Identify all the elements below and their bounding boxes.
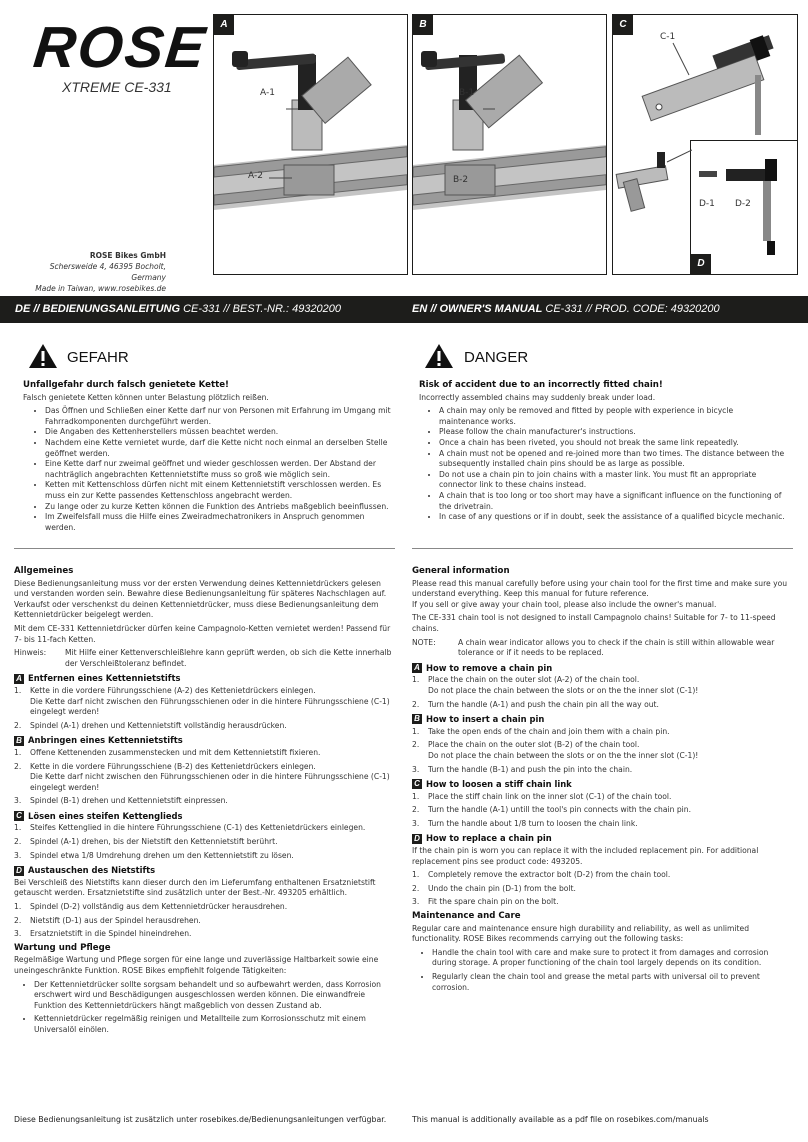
section-a-steps-de <box>14 686 394 731</box>
body-en <box>412 566 792 996</box>
callout-a2: A-2 <box>248 171 263 181</box>
tool-thumbnail <box>612 140 692 220</box>
section-c-heading: Lösen eines steifen Kettenglieds <box>28 810 183 821</box>
list-item: • Nachdem eine Kette vernietet wurde, darf die Kette nicht noch einmal an derselben Stelle geöffnet werden. <box>45 438 395 459</box>
section-b-tag: B <box>412 714 422 724</box>
list-item: • Zu lange oder zu kurze Ketten können die Funktion des Antriebs maßgeblich beeinflussen. <box>45 502 395 513</box>
step-number: 1. <box>14 685 22 695</box>
section-c-title-de <box>14 811 394 822</box>
list-item <box>14 902 394 913</box>
illustration-panel-b <box>412 14 607 275</box>
company-street: Schersweide 4, 46395 Bocholt, Germany <box>49 262 166 282</box>
step-number: 3. <box>412 897 420 907</box>
list-item: • Please follow the chain manufacturer's instructions. <box>439 427 785 438</box>
step-text: Place the chain on the outer slot (B-2) of the chain tool. <box>428 740 640 750</box>
list-item <box>412 765 792 776</box>
callout-b2: B-2 <box>453 175 469 185</box>
header-de-code: CE-331 // BEST.-NR.: 49320200 <box>180 303 342 315</box>
section-b-title-de <box>14 735 394 746</box>
section-a-tag: A <box>412 663 422 673</box>
list-item <box>412 884 792 895</box>
care-title-en: Maintenance and Care <box>412 911 521 922</box>
warning-block-de <box>23 380 395 536</box>
list-item: • Regularly clean the chain tool and grease the metal parts with universal oil to prevent corrosion. <box>432 972 792 993</box>
section-d-steps-en <box>412 870 792 908</box>
warning-heading-en: Risk of accident due to an incorrectly fitted chain! <box>419 380 663 390</box>
list-item <box>412 740 792 761</box>
step-number: 2. <box>412 883 420 893</box>
section-c-tag: C <box>14 811 24 821</box>
step-text-note: Die Kette darf nicht zwischen den Führungsschienen oder in die hintere Führungsschiene (C-1) eingelegt werden! <box>30 696 390 717</box>
section-a-heading: Entfernen eines Kettennietstifts <box>28 673 181 684</box>
step-number: 3. <box>412 818 420 828</box>
list-item <box>14 762 394 794</box>
step-number: 2. <box>412 740 420 750</box>
model-name: XTREME CE-331 <box>62 79 172 95</box>
divider <box>412 548 793 549</box>
step-number: 1. <box>412 675 420 685</box>
step-text: Take the open ends of the chain and join them with a chain pin. <box>428 726 670 736</box>
list-item <box>14 837 394 848</box>
general-title-en: General information <box>412 566 510 576</box>
hint-text-en: A chain wear indicator allows you to check if the chain is still within allowable wear tolerance or if it needs to be replaced. <box>458 637 775 658</box>
list-item: • Kettennietdrücker regelmäßig reinigen und Metallteile zum Korrosionsschutz mit einem Universalöl einölen. <box>34 1014 394 1035</box>
step-text: Kette in die vordere Führungsschiene (B-2) des Kettenietdrückers einlegen. <box>30 761 316 771</box>
callout-a1: A-1 <box>260 88 275 98</box>
section-a-heading: How to remove a chain pin <box>426 662 553 673</box>
section-d-heading: Austauschen des Nietstifts <box>28 865 156 876</box>
section-b-steps-de <box>14 748 394 807</box>
warning-list-en <box>419 406 785 523</box>
section-d-tag: D <box>14 866 24 876</box>
section-b-heading: How to insert a chain pin <box>426 714 545 725</box>
warning-label-en: DANGER <box>464 349 529 366</box>
list-item: • In case of any questions or if in doubt, seek the assistance of a qualified bicycle mechanic. <box>439 512 785 523</box>
section-c-tag: C <box>412 779 422 789</box>
step-number: 1. <box>14 747 22 757</box>
step-text: Turn the handle (A-1) untill the tool's pin connects with the chain pin. <box>428 805 692 815</box>
warning-block-en <box>419 380 785 526</box>
hint-de <box>14 648 394 669</box>
step-text: Fit the spare chain pin on the bolt. <box>428 897 559 907</box>
general-p1b-en: If you sell or give away your chain tool, please also include the owner's manual. <box>412 599 717 609</box>
list-item: • Ketten mit Kettenschloss dürfen nicht mit einem Kettennietstift verschlossen werden. Es muss ein zur Kette passendes Kettenschloss angebracht werden. <box>45 480 395 501</box>
header-en-code: CE-331 // PROD. CODE: 49320200 <box>542 303 720 315</box>
step-number: 1. <box>412 870 420 880</box>
list-item <box>412 805 792 816</box>
section-c-title-en <box>412 779 792 790</box>
step-number: 1. <box>14 902 22 912</box>
step-text: Turn the handle about 1/8 turn to loosen the chain link. <box>428 818 638 828</box>
panel-d-tag: D <box>691 254 711 274</box>
step-number: 2. <box>14 720 22 730</box>
callout-b1: B-1 <box>459 88 475 98</box>
hint-en <box>412 638 792 659</box>
header-de <box>15 303 341 315</box>
section-d-heading: How to replace a chain pin <box>426 833 552 844</box>
step-number: 2. <box>412 699 420 709</box>
list-item <box>14 823 394 834</box>
chain-tool-illustration-b <box>413 15 606 274</box>
chain-tool-illustration-a <box>214 15 407 274</box>
list-item <box>412 700 792 711</box>
list-item: • Die Angaben des Kettenherstellers müssen beachtet werden. <box>45 427 395 438</box>
step-text: Ersatznietstift in die Spindel hineindrehen. <box>30 929 192 939</box>
hint-text-de: Mit Hilfe einer Kettenverschleißlehre kann geprüft werden, ob sich die Kette innerhalb der Verschleißtoleranz befindet. <box>65 648 392 668</box>
list-item: • Das Öffnen und Schließen einer Kette darf nur von Personen mit Erfahrung im Umgang mit Fahrradkomponenten durchgeführt werden. <box>45 406 395 427</box>
footer-de: Diese Bedienungsanleitung ist zusätzlich unter rosebikes.de/Bedienungsanleitungen verfügbar. <box>14 1115 387 1124</box>
section-c-steps-de <box>14 823 394 861</box>
list-item <box>14 796 394 807</box>
callout-c1: C-1 <box>660 32 676 42</box>
warning-triangle-icon <box>424 343 454 369</box>
header-en-lang: EN // OWNER'S MANUAL <box>412 303 543 315</box>
list-item: • A chain may only be removed and fitted by people with experience in bicycle maintenance works. <box>439 406 785 427</box>
general-p1-en: Please read this manual carefully before using your chain tool for the first time and make sure you understand everything. Keep this manual for future reference. <box>412 578 788 599</box>
list-item: • Do not use a chain pin to join chains with a master link. You must fit an appropriate connector link to these chains instead. <box>439 470 785 491</box>
step-number: 3. <box>14 850 22 860</box>
step-text: Spindel (A-1) drehen, bis der Nietstift den Kettennietstift berührt. <box>30 837 278 847</box>
list-item <box>14 929 394 940</box>
brand-logo: ROSE <box>30 15 210 80</box>
list-item <box>14 851 394 862</box>
section-b-title-en <box>412 714 792 725</box>
step-number: 3. <box>412 764 420 774</box>
section-d-tag: D <box>412 834 422 844</box>
section-b-heading: Anbringen eines Kettennietstifts <box>28 735 183 746</box>
list-item <box>14 686 394 718</box>
header-bar <box>0 296 808 323</box>
care-list-de <box>14 980 394 1036</box>
step-text: Undo the chain pin (D-1) from the bolt. <box>428 883 576 893</box>
list-item: • Im Zweifelsfall muss die Hilfe eines Zweiradmechatronikers in Anspruch genommen werden. <box>45 512 395 533</box>
section-d-steps-de <box>14 902 394 940</box>
section-a-tag: A <box>14 674 24 684</box>
general-p1-de: Diese Bedienungsanleitung muss vor der ersten Verwendung deines Kettennietdrückers gelesen und verstanden worden sein. Bewahre diese Bedienungsanleitung für späteres Nachschlagen auf. Verkaufst oder verschenkst du deinen Kettennietdrücker, muss diese Bedienungsanleitung dem Kettennietdrücker beigelegt werden. <box>14 578 387 620</box>
list-item: • A chain that is too long or too short may have a significant influence on the functioning of the drivetrain. <box>439 491 785 512</box>
section-c-heading: How to loosen a stiff chain link <box>426 779 572 790</box>
step-text: Nietstift (D-1) aus der Spindel herausdrehen. <box>30 915 201 925</box>
step-text-note: Do not place the chain between the slots or on the the inner slot (C-1)! <box>428 750 699 760</box>
step-text: Steifes Kettenglied in die hintere Führungsschiene (C-1) des Kettenietdrückers einlegen. <box>30 823 366 833</box>
section-a-steps-en <box>412 675 792 710</box>
hint-label-en: NOTE: <box>412 637 436 647</box>
company-made: Made in Taiwan, www.rosebikes.de <box>35 284 166 293</box>
list-item <box>412 727 792 738</box>
list-item <box>14 721 394 732</box>
section-b-tag: B <box>14 736 24 746</box>
section-d-title-de <box>14 865 394 876</box>
list-item: • A chain must not be opened and re-joined more than two times. The distance between the subsequently installed chain pins should be as large as possible. <box>439 449 785 470</box>
step-number: 1. <box>14 823 22 833</box>
panel-a-tag: A <box>214 15 234 35</box>
list-item <box>412 792 792 803</box>
section-b-steps-en <box>412 727 792 775</box>
step-text-note: Do not place the chain between the slots or on the the inner slot (C-1)! <box>428 685 699 695</box>
care-intro-de: Regelmäßige Wartung und Pflege sorgen für eine lange und zuverlässige Haltbarkeit sowie eine uneingeschränkte Funktion. ROSE Bikes empfiehlt folgende Tätigkeiten: <box>14 955 379 975</box>
step-text: Kette in die vordere Führungsschiene (A-2) des Kettenietdrückers einlegen. <box>30 685 316 695</box>
step-text: Turn the handle (B-1) and push the pin into the chain. <box>428 764 633 774</box>
callout-d1: D-1 <box>699 199 715 209</box>
panel-b-tag: B <box>413 15 433 35</box>
step-text: Spindel (B-1) drehen und Kettennietstift einpressen. <box>30 796 228 806</box>
illustration-panel-d <box>690 140 798 275</box>
header-de-lang: DE // BEDIENUNGSANLEITUNG <box>15 303 181 315</box>
step-text: Completely remove the extractor bolt (D-2) from the chain tool. <box>428 870 671 880</box>
section-a-title-de <box>14 673 394 684</box>
step-number: 2. <box>14 915 22 925</box>
care-intro-en: Regular care and maintenance ensure high durability and reliability, as well as unlimited functionality. ROSE Bikes recommends carrying out the following tasks: <box>412 923 750 944</box>
warning-intro-de: Falsch genietete Ketten können unter Belastung plötzlich reißen. <box>23 392 269 402</box>
warning-label-de: GEFAHR <box>67 349 129 366</box>
step-text: Spindel (D-2) vollständig aus dem Kettennietdrücker herausdrehen. <box>30 902 288 912</box>
warning-heading-de: Unfallgefahr durch falsch genietete Kette! <box>23 380 229 390</box>
step-text: Offene Kettenenden zusammenstecken und mit dem Kettennietstift fixieren. <box>30 747 321 757</box>
footer-en: This manual is additionally available as a pdf file on rosebikes.com/manuals <box>412 1115 709 1124</box>
general-p2-de: Mit dem CE-331 Kettennietdrücker dürfen keine Campagnolo-Ketten vernietet werden! Passend für 7- bis 11-fach Ketten. <box>14 623 391 644</box>
section-d-intro-de: Bei Verschleiß des Nietstifts kann dieser durch den im Lieferumfang enthaltenen Ersatznietstift getauscht werden. Ersatznietstifte sind zusätzlich unter der Best.-Nr. 493205 erhältlich. <box>14 877 376 898</box>
header-en <box>412 303 720 315</box>
step-text: Spindel (A-1) drehen und Kettennietstift vollständig herausdrücken. <box>30 720 287 730</box>
body-de <box>14 566 394 1039</box>
list-item: • Der Kettennietdrücker sollte sorgsam behandelt und so aufbewahrt werden, dass Korrosion erschwert wird und Beschädigungen ausgeschlossen werden können. Die einwandfreie Funktion des Kettennietdrückers hängt maßgeblich von dessen Zustand ab. <box>34 980 394 1012</box>
step-number: 1. <box>412 791 420 801</box>
step-number: 3. <box>14 929 22 939</box>
warning-list-de <box>23 406 395 533</box>
section-d-intro-en: If the chain pin is worn you can replace it with the included replacement pin. For additional replacement pins see product code: 493205. <box>412 846 759 866</box>
list-item <box>14 916 394 927</box>
warning-intro-en: Incorrectly assembled chains may suddenly break under load. <box>419 392 656 402</box>
section-a-title-en <box>412 663 792 674</box>
step-number: 2. <box>412 805 420 815</box>
list-item <box>14 748 394 759</box>
hint-label-de: Hinweis: <box>14 648 47 658</box>
general-title-de: Allgemeines <box>14 566 74 576</box>
step-text-note: Die Kette darf nicht zwischen den Führungsschienen oder in die hintere Führungsschiene (C-1) eingelegt werden! <box>30 772 390 792</box>
list-item <box>412 675 792 696</box>
section-c-steps-en <box>412 792 792 830</box>
list-item <box>412 870 792 881</box>
divider <box>14 548 395 549</box>
care-title-de: Wartung und Pflege <box>14 942 111 953</box>
warning-triangle-icon <box>28 343 58 369</box>
step-number: 2. <box>14 761 22 771</box>
step-number: 3. <box>14 796 22 806</box>
step-text: Spindel etwa 1/8 Umdrehung drehen um den Kettennietstift zu lösen. <box>30 850 294 860</box>
section-d-title-en <box>412 833 792 844</box>
illustration-panel-a <box>213 14 408 275</box>
company-name: ROSE Bikes GmbH <box>89 251 166 260</box>
chain-tool-illustration-c <box>613 15 797 145</box>
list-item: • Eine Kette darf nur zweimal geöffnet und wieder geschlossen werden. Der Abstand der nachträglich angebrachten Kettennietstifte muss so groß wie möglich sein. <box>45 459 395 480</box>
callout-d2: D-2 <box>735 199 751 209</box>
step-number: 2. <box>14 837 22 847</box>
general-p2-en: The CE-331 chain tool is not designed to install Campagnolo chains! Suitable for 7- to 11-speed chains. <box>412 613 776 633</box>
step-text: Place the chain on the outer slot (A-2) of the chain tool. <box>428 675 640 685</box>
list-item <box>412 897 792 908</box>
step-number: 1. <box>412 726 420 736</box>
step-text: Place the stiff chain link on the inner slot (C-1) of the chain tool. <box>428 791 672 801</box>
panel-c-tag: C <box>613 15 633 35</box>
list-item: • Handle the chain tool with care and make sure to protect it from damages and corrosion during storage. A proper functioning of the chain tool largely depends on its condition. <box>432 948 792 969</box>
company-address <box>20 250 166 294</box>
step-text: Turn the handle (A-1) and push the chain pin all the way out. <box>428 699 659 709</box>
list-item <box>412 819 792 830</box>
list-item: • Once a chain has been riveted, you should not break the same link repeatedly. <box>439 438 785 449</box>
care-list-en <box>412 948 792 993</box>
